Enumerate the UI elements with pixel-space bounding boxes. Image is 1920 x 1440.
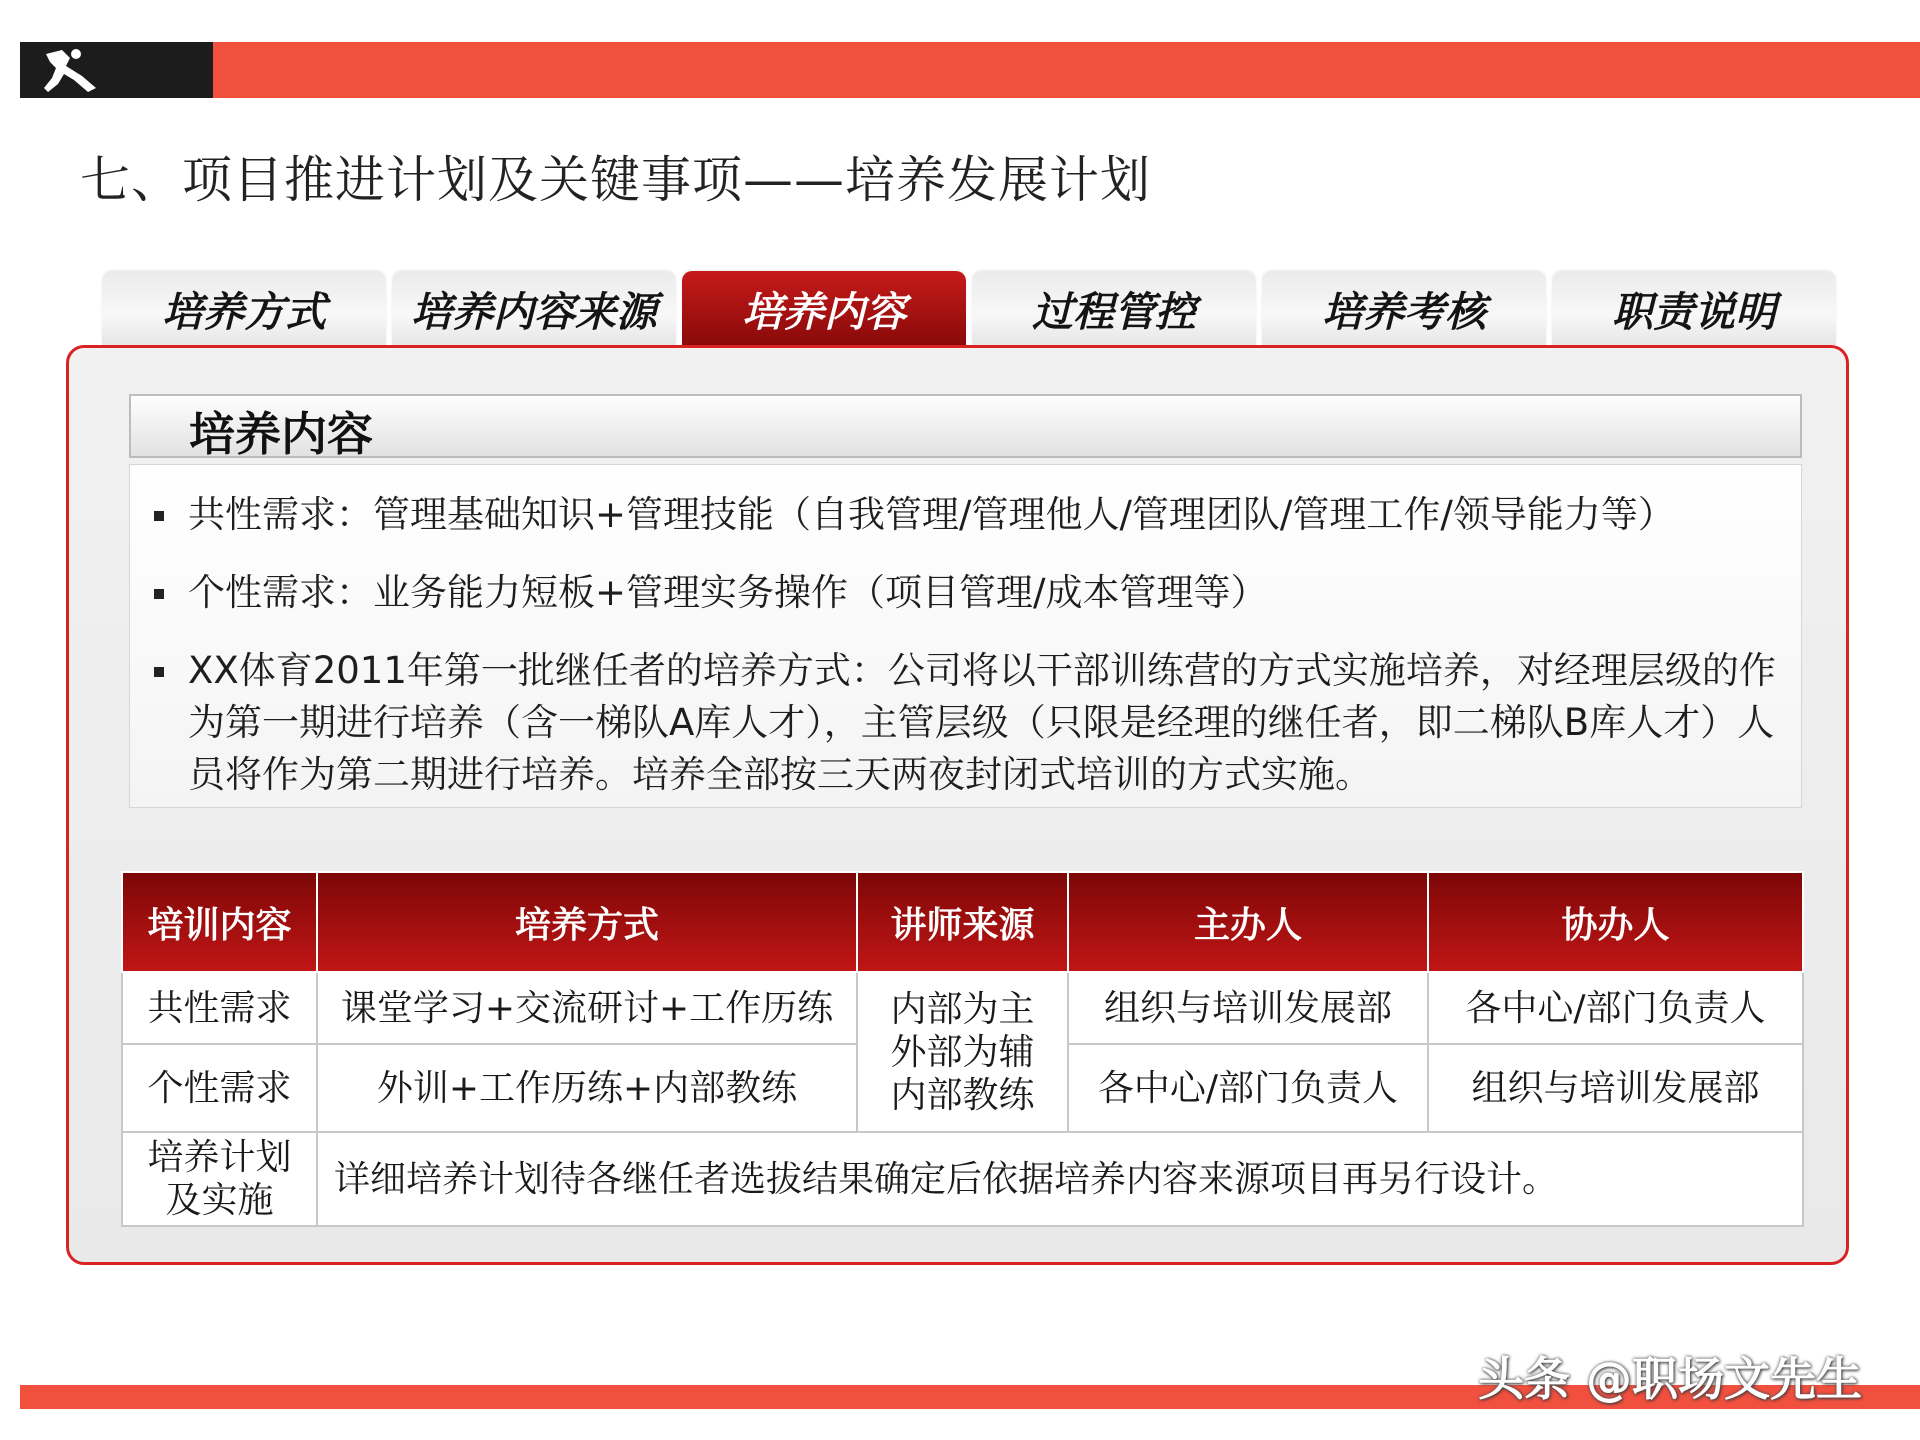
top-banner (213, 42, 1920, 98)
table-row (122, 972, 1803, 1044)
tab-training-content[interactable]: 培养内容 (682, 271, 966, 345)
tab-responsibilities[interactable]: 职责说明 (1552, 271, 1836, 345)
bullet-box (129, 464, 1802, 808)
table-cell: 共性需求 (122, 972, 317, 1044)
bullet-item (154, 645, 1794, 801)
table-cell: 外训+工作历练+内部教练 (317, 1044, 857, 1132)
table-cell: 各中心/部门负责人 (1068, 1044, 1428, 1132)
square-bullet-icon (154, 667, 164, 677)
bullet-item (154, 489, 1794, 541)
table-cell: 课堂学习+交流研讨+工作历练 (317, 972, 857, 1044)
training-table (121, 871, 1804, 1227)
table-header: 主办人 (1068, 872, 1428, 972)
section-header (129, 394, 1802, 461)
table-cell-line: 外部为辅 (890, 1031, 1035, 1073)
square-bullet-icon (154, 511, 164, 521)
table-cell: 个性需求 (122, 1044, 317, 1132)
page-title: 七、项目推进计划及关键事项——培养发展计划 (80, 151, 1151, 209)
table-cell: 组织与培训发展部 (1428, 1044, 1803, 1132)
table-header: 讲师来源 (857, 872, 1068, 972)
table-cell-line: 内部教练 (890, 1074, 1035, 1116)
table-header: 培养方式 (317, 872, 857, 972)
runner-logo-icon (36, 48, 116, 96)
table-cell-line: 培养计划 (147, 1137, 292, 1178)
tab-process-control[interactable]: 过程管控 (972, 271, 1256, 345)
plan-description-cell: 详细培养计划待各继任者选拔结果确定后依据培养内容来源项目再另行设计。 (317, 1132, 1803, 1226)
plan-label-cell (122, 1132, 317, 1226)
tab-content-source[interactable]: 培养内容来源 (392, 271, 676, 345)
table-header: 培训内容 (122, 872, 317, 972)
bullet-text: 个性需求：业务能力短板+管理实务操作（项目管理/成本管理等） (188, 571, 1268, 614)
table-cell-line: 及实施 (165, 1180, 274, 1221)
section-title: 培养内容 (189, 407, 373, 461)
bullet-text: 共性需求：管理基础知识+管理技能（自我管理/管理他人/管理团队/管理工作/领导能力等） (188, 493, 1675, 536)
table-header: 协办人 (1428, 872, 1803, 972)
tab-training-method[interactable]: 培养方式 (102, 271, 386, 345)
square-bullet-icon (154, 589, 164, 599)
top-bar-logo-block (20, 42, 213, 98)
table-cell: 组织与培训发展部 (1068, 972, 1428, 1044)
table-cell-line: 内部为主 (890, 988, 1035, 1030)
watermark-text: 头条 @职场文先生 (1478, 1352, 1863, 1406)
tab-bar (102, 271, 1836, 345)
bullet-item (154, 567, 1794, 619)
table-cell: 各中心/部门负责人 (1428, 972, 1803, 1044)
content-panel (66, 345, 1849, 1265)
lecturer-source-cell (857, 972, 1068, 1132)
tab-assessment[interactable]: 培养考核 (1262, 271, 1546, 345)
bullet-list (154, 489, 1794, 827)
table-row (122, 1132, 1803, 1226)
table-header-row (122, 872, 1803, 972)
bullet-text: XX体育2011年第一批继任者的培养方式：公司将以干部训练营的方式实施培养，对经理层级的作为第一期进行培养（含一梯队A库人才），主管层级（只限是经理的继任者，即二梯队B库人才）人员将作为第二期进行培养。培养全部按三天两夜封闭式培训的方式实施。 (188, 649, 1776, 796)
